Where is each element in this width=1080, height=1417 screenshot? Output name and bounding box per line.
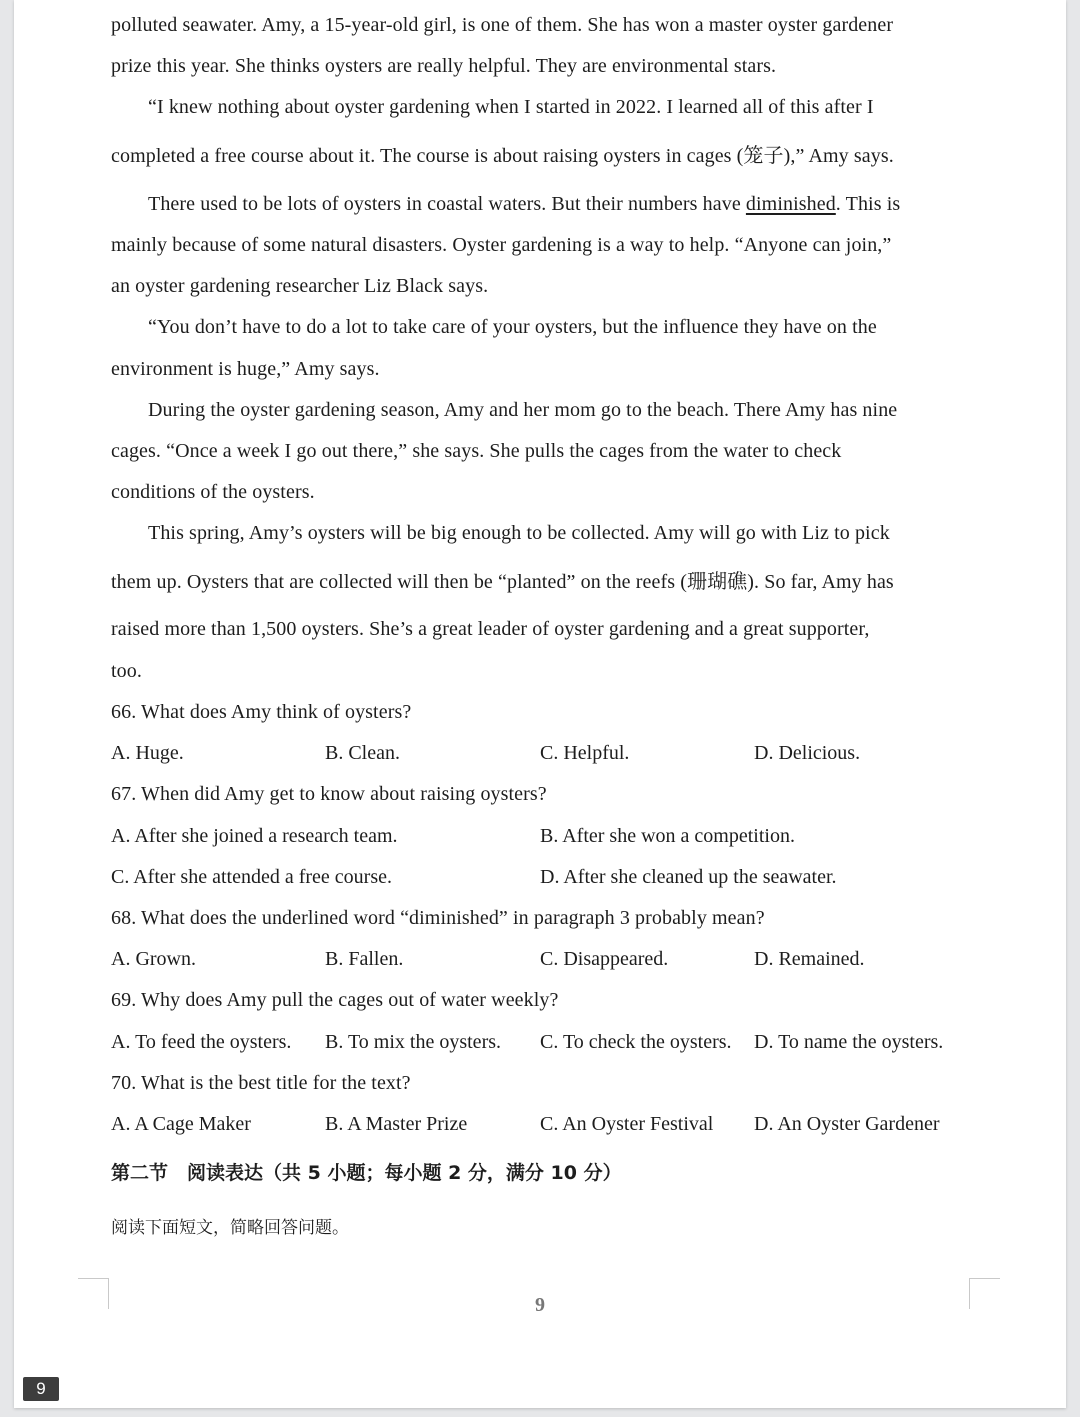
passage-line: conditions of the oysters. [111, 481, 315, 503]
option-a: A. Huge. [111, 742, 184, 764]
passage-line: completed a free course about it. The course is about raising oysters in cages (笼子),” Amy says. [111, 145, 894, 167]
option-c: C. After she attended a free course. [111, 866, 392, 888]
option-d: D. Delicious. [754, 742, 861, 764]
question-stem: 67. When did Amy get to know about raising oysters? [111, 783, 547, 805]
question-stem: 68. What does the underlined word “diminished” in paragraph 3 probably mean? [111, 907, 765, 929]
option-a: A. To feed the oysters. [111, 1031, 292, 1053]
section-instruction: 阅读下面短文，简略回答问题。 [111, 1218, 349, 1238]
passage-line: “I knew nothing about oyster gardening when I started in 2022. I learned all of this after I [148, 96, 874, 118]
passage-text: There used to be lots of oysters in coastal waters. But their numbers have [148, 193, 746, 215]
passage-line: environment is huge,” Amy says. [111, 358, 380, 380]
passage-line: them up. Oysters that are collected will then be “planted” on the reefs (珊瑚礁). So far, Amy has [111, 571, 894, 593]
passage-line: This spring, Amy’s oysters will be big enough to be collected. Amy will go with Liz to pick [148, 522, 890, 544]
passage-line: prize this year. She thinks oysters are really helpful. They are environmental stars. [111, 55, 777, 77]
option-b: B. After she won a competition. [540, 825, 795, 847]
passage-line: During the oyster gardening season, Amy and her mom go to the beach. There Amy has nine [148, 399, 898, 421]
option-c: C. To check the oysters. [540, 1031, 732, 1053]
option-c: C. An Oyster Festival [540, 1113, 714, 1135]
option-a: A. Grown. [111, 948, 196, 970]
option-d: D. To name the oysters. [754, 1031, 944, 1053]
passage-line: “You don’t have to do a lot to take care of your oysters, but the influence they have on the [148, 316, 877, 338]
passage-line: cages. “Once a week I go out there,” she says. She pulls the cages from the water to check [111, 440, 842, 462]
section-title: 第二节 阅读表达（共 5 小题；每小题 2 分，满分 10 分） [111, 1162, 622, 1184]
passage-line: too. [111, 660, 142, 682]
passage-line: mainly because of some natural disasters. Oyster gardening is a way to help. “Anyone can join,” [111, 234, 892, 256]
option-a: A. After she joined a research team. [111, 825, 398, 847]
passage-line: an oyster gardening researcher Liz Black says. [111, 275, 489, 297]
question-stem: 70. What is the best title for the text? [111, 1072, 411, 1094]
option-d: D. An Oyster Gardener [754, 1113, 940, 1135]
passage-line [148, 192, 900, 216]
question-stem: 66. What does Amy think of oysters? [111, 701, 412, 723]
option-d: D. After she cleaned up the seawater. [540, 866, 837, 888]
option-b: B. Fallen. [325, 948, 404, 970]
passage-text: . This is [835, 193, 901, 215]
page-number: 9 [535, 1294, 545, 1316]
option-d: D. Remained. [754, 948, 865, 970]
passage-line: polluted seawater. Amy, a 15-year-old girl, is one of them. She has won a master oyster gardener [111, 14, 894, 36]
option-c: C. Disappeared. [540, 948, 669, 970]
page-indicator-badge: 9 [23, 1377, 59, 1401]
passage-line: raised more than 1,500 oysters. She’s a great leader of oyster gardening and a great supporter, [111, 618, 870, 640]
option-b: B. Clean. [325, 742, 400, 764]
document-page [14, 0, 1066, 1408]
option-b: B. To mix the oysters. [325, 1031, 502, 1053]
underlined-word-diminished: diminished [745, 193, 836, 215]
option-a: A. A Cage Maker [111, 1113, 251, 1135]
question-stem: 69. Why does Amy pull the cages out of water weekly? [111, 989, 559, 1011]
option-c: C. Helpful. [540, 742, 630, 764]
option-b: B. A Master Prize [325, 1113, 468, 1135]
